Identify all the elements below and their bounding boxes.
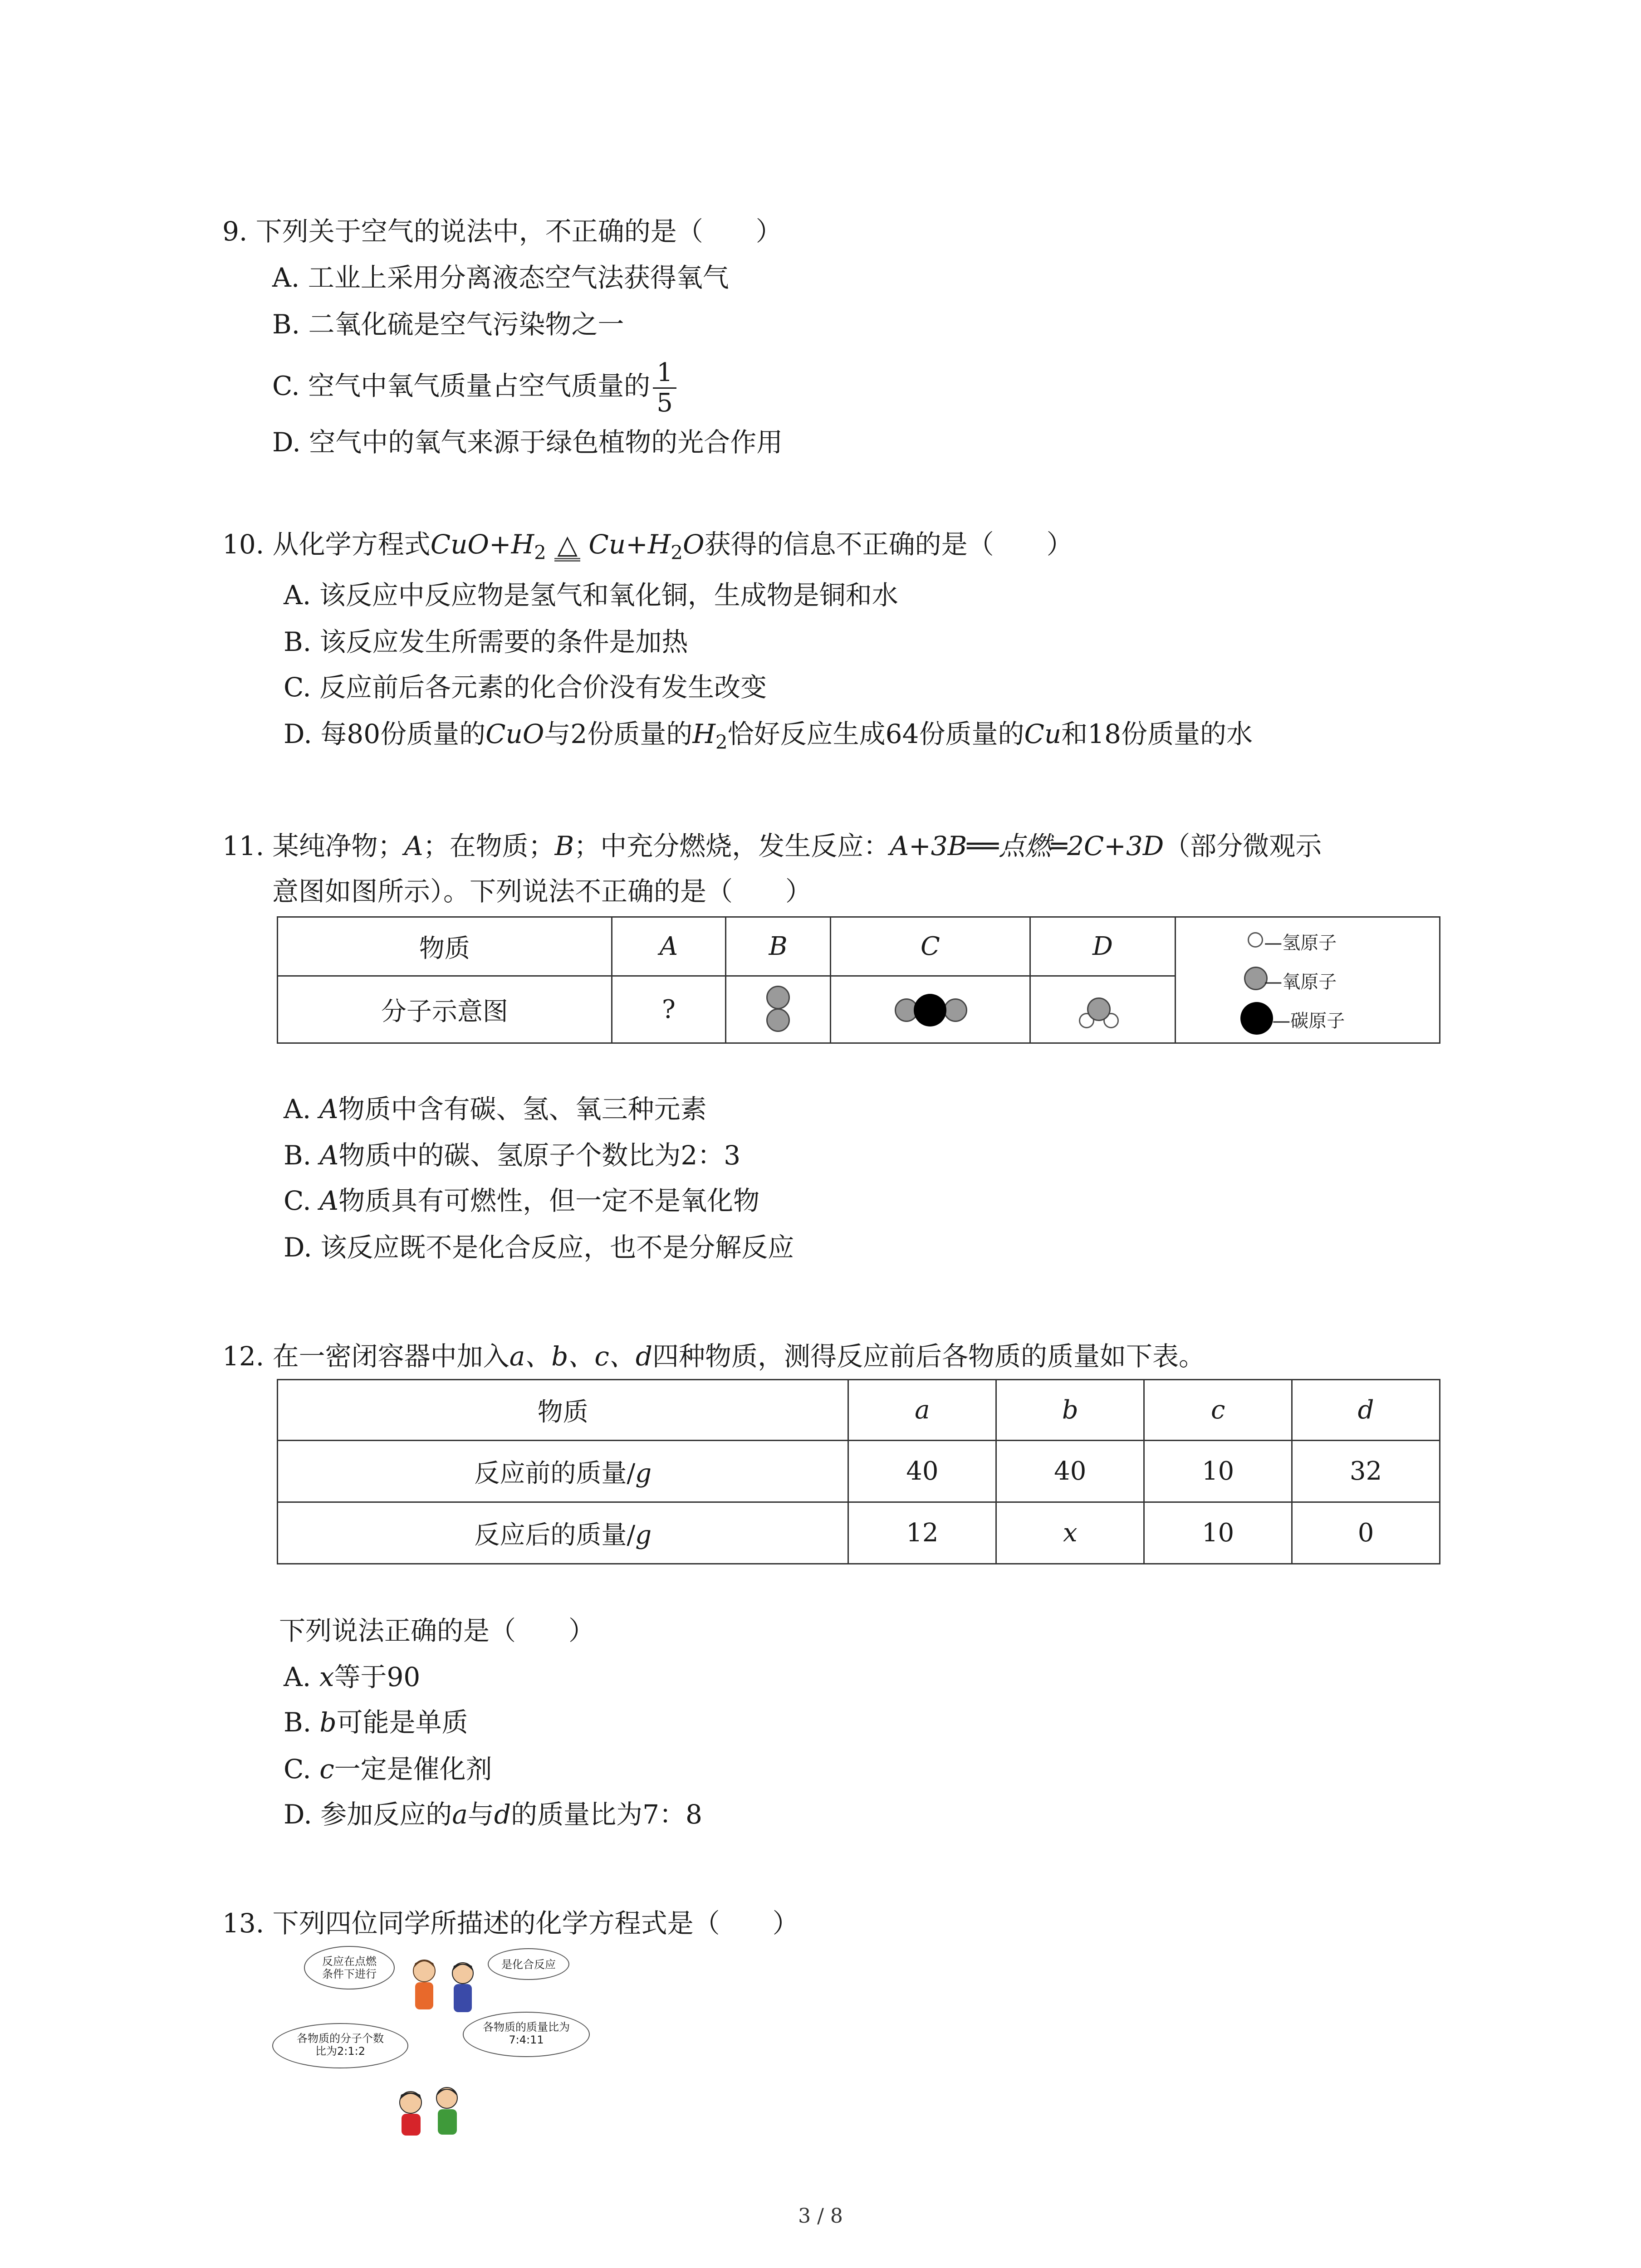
q12-option-c: C. c一定是催化剂 [284, 1754, 492, 1784]
oxygen-atom-icon [766, 1008, 790, 1032]
q12-mass-table [277, 1379, 1440, 1564]
table-row [278, 1502, 1440, 1564]
q11-header-d: D [1030, 917, 1176, 976]
student-body-icon [402, 2114, 421, 2136]
fraction-one-fifth: $\frac{1}{5}$ [653, 358, 676, 418]
q11-option-d: D. 该反应既不是化合反应，也不是分解反应 [284, 1232, 794, 1263]
q11-header-b: B [725, 917, 830, 976]
speech-bubble-2: 是化合反应 [488, 1948, 569, 1980]
legend-carbon-label: —碳原子 [1272, 1011, 1345, 1031]
q11-cell-a: ? [612, 976, 725, 1043]
carbon-atom-icon [914, 994, 946, 1026]
q9-option-c: C. 空气中氧气质量占空气质量的 $\frac{1}{5}$ [272, 358, 676, 418]
speech-bubble-3: 各物质的分子个数 比为2:1:2 [272, 2023, 408, 2068]
q10-stem: 10. 从化学方程式$CuO+H_2$ △ $Cu+H_2O$获得的信息不正确的是（ ） [222, 529, 1073, 564]
q11-row-label: 分子示意图 [278, 976, 612, 1043]
q11-cell-d-h2o [1030, 976, 1176, 1043]
q11-legend [1176, 917, 1440, 1043]
student-body-icon [454, 1984, 472, 2012]
q10-option-a: A. 该反应中反应物是氢气和氧化铜，生成物是铜和水 [284, 580, 898, 611]
q12-prompt: 下列说法正确的是（ ） [279, 1615, 595, 1646]
q12-r1-d: 32 [1292, 1441, 1440, 1502]
q12-row2-label: 反应后的质量/g [278, 1502, 848, 1564]
q11-stem-line2: 意图如图所示）。下列说法不正确的是（ ） [272, 876, 812, 907]
q11-molecule-table [277, 916, 1440, 1044]
hydrogen-atom-legend-icon [1248, 932, 1263, 948]
q13-stem: 13. 下列四位同学所描述的化学方程式是（ ） [222, 1908, 799, 1939]
q11-stem: 11. 某纯净物；A；在物质；B；中充分燃烧，发生反应：A+3B══点燃═2C+3D（部分微观示 [222, 831, 1322, 861]
q12-header-substance: 物质 [278, 1380, 848, 1441]
q11-option-a: A. A物质中含有碳、氢、氧三种元素 [284, 1094, 707, 1124]
q12-r2-a: 12 [848, 1502, 996, 1564]
q12-stem: 12. 在一密闭容器中加入a、b、c、d四种物质，测得反应前后各物质的质量如下表。 [222, 1341, 1205, 1372]
q11-header-substance: 物质 [278, 917, 612, 976]
q13-students-illustration [272, 1946, 599, 2136]
q12-option-b: B. b可能是单质 [284, 1707, 468, 1738]
q9-option-a: A. 工业上采用分离液态空气法获得氧气 [272, 262, 729, 293]
q11-header-a: A [612, 917, 725, 976]
q12-header-b: b [996, 1380, 1144, 1441]
oxygen-atom-icon [1087, 997, 1111, 1021]
q9-option-b: B. 二氧化硫是空气污染物之一 [272, 309, 624, 340]
q12-row1-label: 反应前的质量/g [278, 1441, 848, 1502]
page-number: 3 / 8 [798, 2204, 843, 2228]
heat-condition: △ [554, 531, 580, 562]
q10-option-b: B. 该反应发生所需要的条件是加热 [284, 626, 688, 657]
q12-r1-a: 40 [848, 1441, 996, 1502]
q12-header-a: a [848, 1380, 996, 1441]
speech-bubble-4: 各物质的质量比为 7:4:11 [463, 2012, 590, 2057]
q11-cell-b-o2 [725, 976, 830, 1043]
q12-r1-c: 10 [1144, 1441, 1292, 1502]
table-row [278, 1441, 1440, 1502]
carbon-atom-legend-icon [1240, 1002, 1273, 1035]
legend-oxygen-label: —氧原子 [1264, 972, 1337, 992]
speech-bubble-1: 反应在点燃 条件下进行 [304, 1946, 395, 1989]
q11-option-c: C. A物质具有可燃性，但一定不是氧化物 [284, 1185, 760, 1216]
oxygen-atom-icon [944, 998, 967, 1022]
q12-header-c: c [1144, 1380, 1292, 1441]
q12-r2-d: 0 [1292, 1502, 1440, 1564]
q11-option-b: B. A物质中的碳、氢原子个数比为2：3 [284, 1140, 741, 1171]
q9-stem: 9. 下列关于空气的说法中，不正确的是（ ） [222, 216, 782, 247]
q12-r2-c: 10 [1144, 1502, 1292, 1564]
student-body-icon [415, 1982, 433, 2009]
q12-r1-b: 40 [996, 1441, 1144, 1502]
q10-option-c: C. 反应前后各元素的化合价没有发生改变 [284, 672, 767, 703]
q11-cell-c-co2 [831, 976, 1030, 1043]
q12-header-d: d [1292, 1380, 1440, 1441]
q9-option-d: D. 空气中的氧气来源于绿色植物的光合作用 [272, 427, 783, 458]
q10-option-d: D. 每80份质量的CuO与2份质量的$H_2$恰好反应生成64份质量的Cu和18份质量的水 [284, 719, 1253, 753]
oxygen-atom-icon [766, 986, 790, 1009]
legend-hydrogen-label: —氢原子 [1264, 933, 1337, 953]
q12-option-a: A. x等于90 [284, 1662, 421, 1692]
q11-header-c: C [831, 917, 1030, 976]
student-body-icon [438, 2109, 457, 2135]
q12-r2-b: x [996, 1502, 1144, 1564]
q12-option-d: D. 参加反应的a与d的质量比为7：8 [284, 1799, 702, 1830]
students-figures [272, 1946, 599, 2136]
